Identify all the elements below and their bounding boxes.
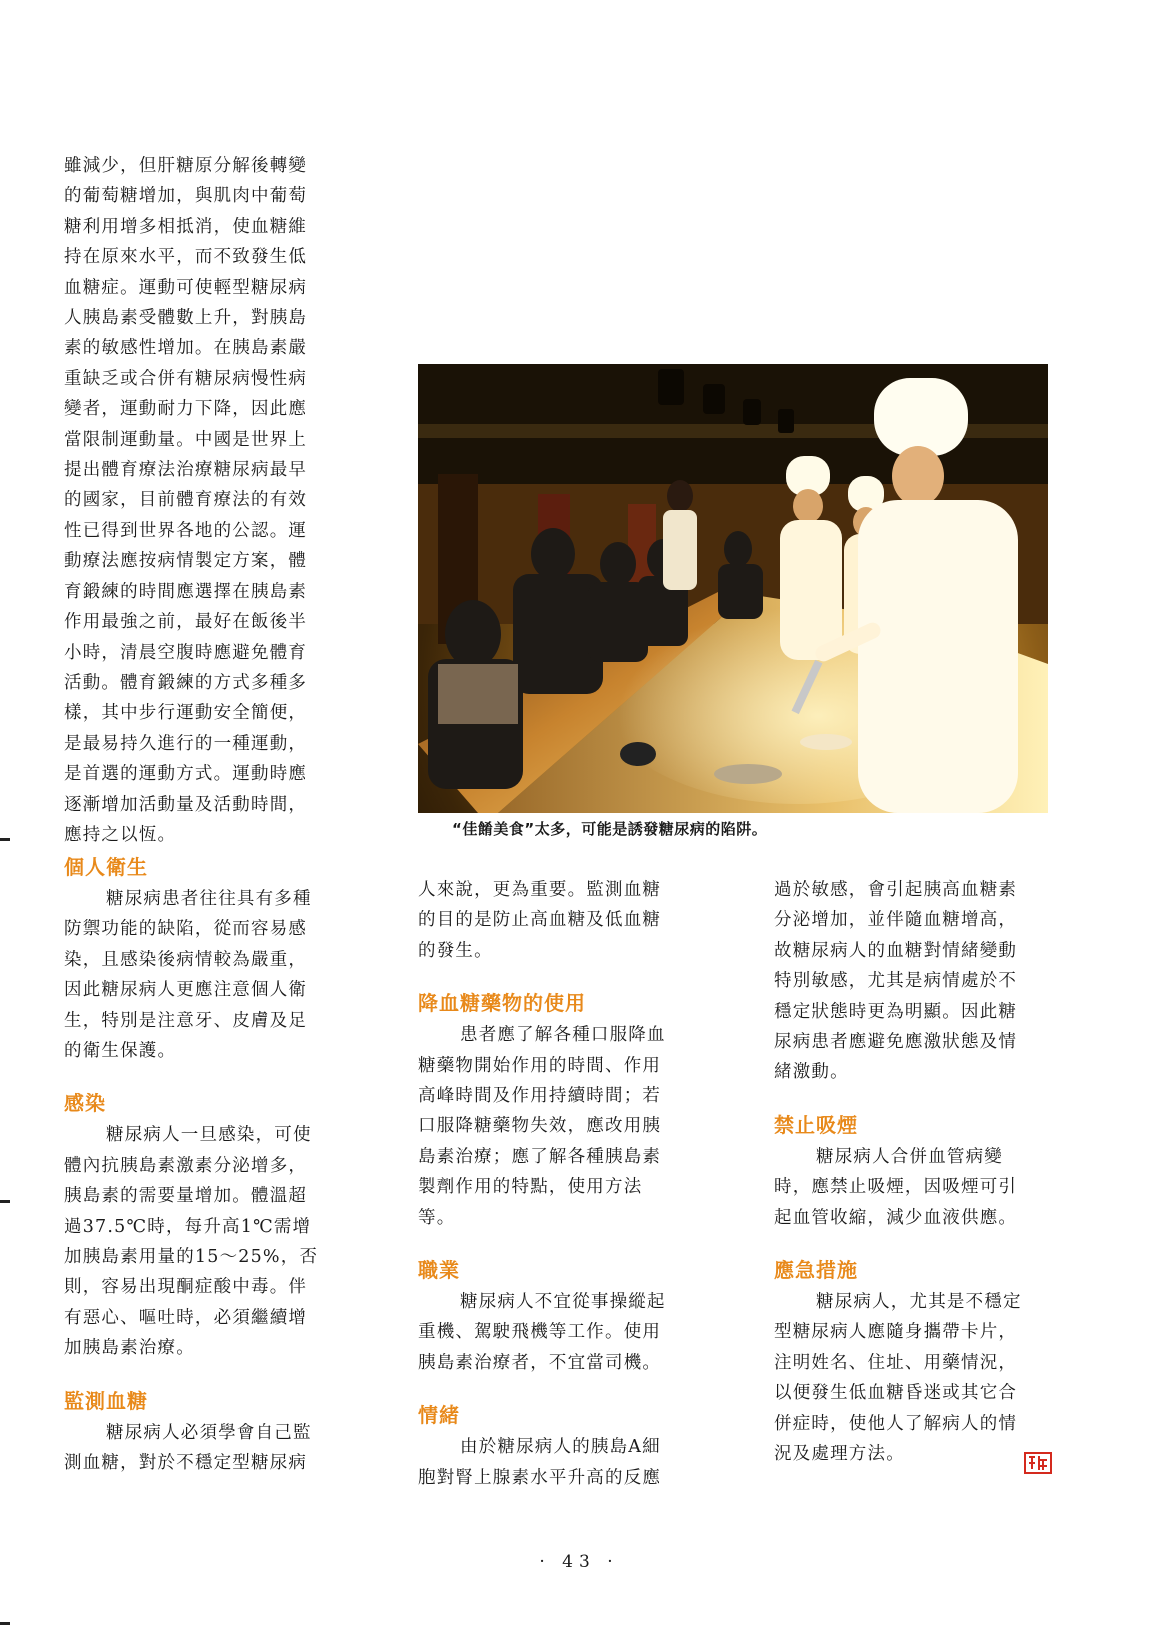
left-column-top [64, 151, 348, 850]
section-heading-smoking: 禁止吸煙 [774, 1112, 858, 1137]
section-body-drugs: 患者應了解各種口服降血 糖藥物開始作用的時間、作用 高峰時間及作用持續時間；若 口服降糖藥物失效，應改用胰 島素治療；應了解各種胰島素 製劑作用的特點，使用方法 等。 [418, 1025, 666, 1228]
section-body-emotion-continued: 過於敏感，會引起胰高血糖素 分泌增加，並伴隨血糖增高， 故糖尿病人的血糖對情緒變動 特別敏感，尤其是病情處於不 穩定狀態時更為明顯。因此糖 尿病患者應避免應激狀態及情 緒激動。 [774, 880, 1018, 1083]
section-heading-infection: 感染 [64, 1091, 106, 1116]
edge-mark [0, 1200, 10, 1203]
section-body-smoking: 糖尿病人合併血管病變 時，應禁止吸煙，因吸煙可引 起血管收縮，減少血液供應。 [774, 1146, 1018, 1228]
section-body-monitoring-continued: 人來說，更為重要。監測血糖 的目的是防止高血糖及低血糖 的發生。 [418, 880, 662, 961]
teppanyaki-photo [418, 364, 1048, 813]
edge-mark [0, 838, 10, 841]
section-heading-monitoring: 監測血糖 [64, 1388, 148, 1413]
photo-caption: “佳餚美食”太多，可能是誘發糖尿病的陷阱。 [452, 820, 768, 838]
column-2 [418, 875, 702, 1493]
section-heading-emotion: 情緒 [418, 1403, 460, 1428]
section-body-infection: 糖尿病人一旦感染，可使 體內抗胰島素激素分泌增多， 胰島素的需要量增加。體溫超 過37.5℃時，每升高1℃需增 加胰島素用量的15～25%，否 則，容易出現酮症酸中毒。伴 有惡心、嘔吐時，必須繼續增 加胰島素治療。 [64, 1125, 319, 1359]
section-body-monitoring: 糖尿病人必須學會自己監 測血糖，對於不穩定型糖尿病 [64, 1422, 312, 1474]
photo-illustration [418, 364, 1048, 813]
section-body-emotion: 由於糖尿病人的胰島A細 胞對腎上腺素水平升高的反應 [418, 1437, 662, 1488]
column-1 [64, 852, 348, 1479]
section-body-emergency: 糖尿病人，尤其是不穩定 型糖尿病人應隨身攜帶卡片， 注明姓名、住址、用藥情況， 以便發生低血糖昏迷或其它合 併症時，使他人了解病人的情 況及處理方法。 [774, 1292, 1022, 1465]
section-heading-occupation: 職業 [418, 1258, 460, 1283]
section-body-occupation: 糖尿病人不宜從事操縱起 重機、駕駛飛機等工作。使用 胰島素治療者，不宜當司機。 [418, 1292, 666, 1373]
column-3 [774, 875, 1058, 1470]
body-paragraph: 雖減少，但肝糖原分解後轉變 的葡萄糖增加，與肌肉中葡萄 糖利用增多相抵消，使血糖維 持在原來水平，而不致發生低 血糖症。運動可使輕型糖尿病 人胰島素受體數上升，對胰島 素的敏感性增加。在胰島素嚴 重缺乏或合併有糖尿病慢性病 變者，運動耐力下降，因此應 當限制運動量。中國是世界上 提出體育療法治療糖尿病最早 的國家，目前體育療法的有效 性已得到世界各地的公認。運 動療法應按病情製定方案，體 育鍛練的時間應選擇在胰島素 作用最強之前，最好在飯後半 小時，清晨空腹時應避免體育 活動。體育鍛練的方式多種多 樣，其中步行運動安全簡便， 是最易持久進行的一種運動， 是首選的運動方式。運動時應 逐漸增加活動量及活動時間， 應持之以恆。 [64, 156, 308, 845]
edge-mark [0, 1622, 10, 1625]
page-number: · 43 · [539, 1552, 619, 1572]
section-heading-emergency: 應急措施 [774, 1258, 858, 1283]
section-body-hygiene: 糖尿病患者往往具有多種 防禦功能的缺陷，從而容易感 染，且感染後病情較為嚴重， 因此糖尿病人更應注意個人衛 生，特別是注意牙、皮膚及足 的衛生保護。 [64, 889, 312, 1062]
section-heading-hygiene: 個人衛生 [64, 855, 148, 879]
section-heading-drugs: 降血糖藥物的使用 [418, 991, 586, 1016]
end-seal-icon [1024, 1452, 1052, 1474]
